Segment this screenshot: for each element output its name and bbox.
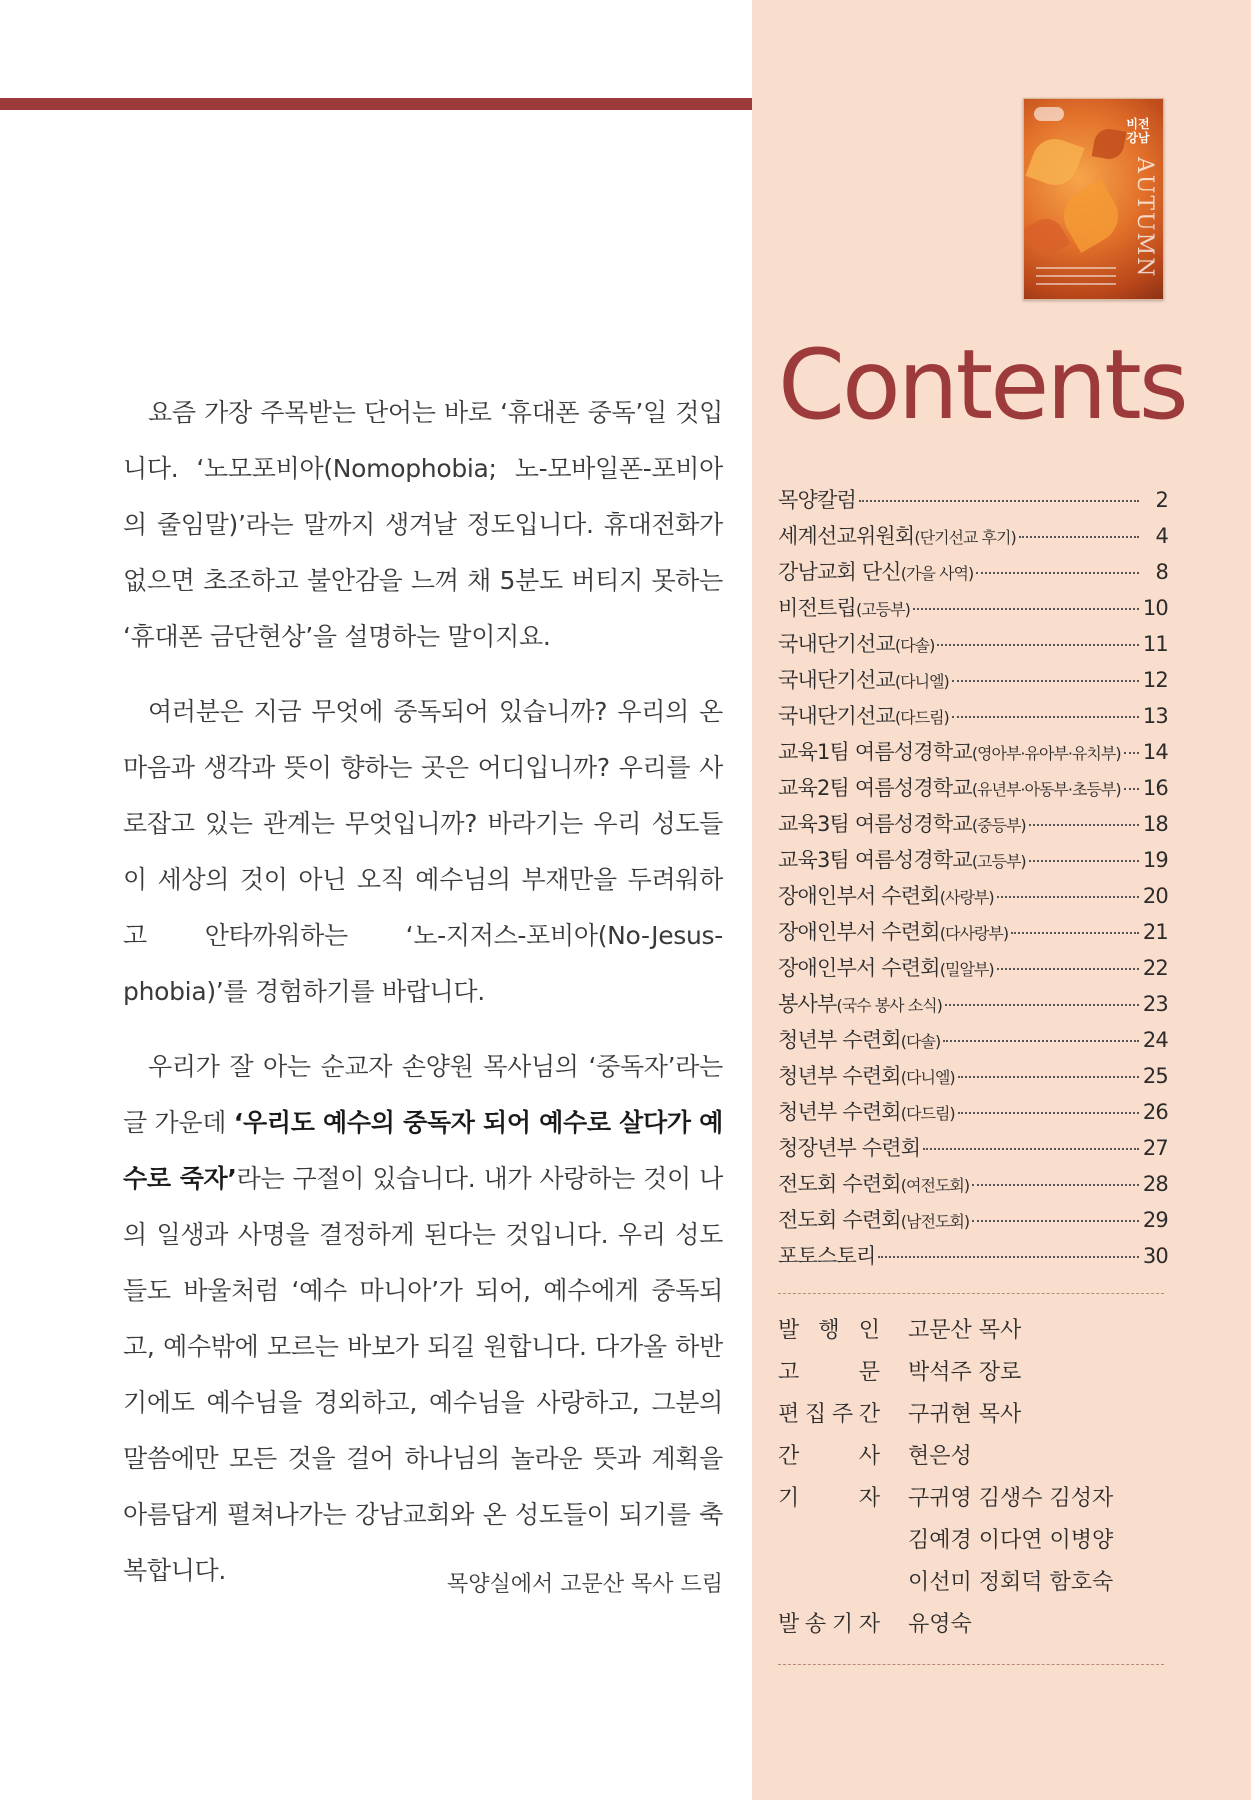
credit-names: 유영숙 xyxy=(908,1612,972,1637)
credit-row xyxy=(778,1355,1168,1397)
credit-names: 박석주 장로 xyxy=(908,1360,1022,1385)
toc-subtitle: (다니엘) xyxy=(894,672,949,691)
toc-item[interactable] xyxy=(778,556,1168,592)
credit-names: 고문산 목사 xyxy=(908,1318,1022,1343)
credit-row xyxy=(778,1313,1168,1355)
toc-title: 봉사부 xyxy=(778,992,837,1016)
toc-item[interactable] xyxy=(778,916,1168,952)
toc-label xyxy=(778,628,934,658)
toc-page-number: 25 xyxy=(1142,1064,1168,1088)
credit-role-char: 발 xyxy=(778,1612,800,1637)
toc-leader-dots xyxy=(945,1004,1139,1006)
toc-label xyxy=(778,1132,920,1162)
toc-subtitle: (남전도회) xyxy=(900,1212,970,1231)
credit-role-char: 사 xyxy=(858,1444,880,1469)
toc-page-number: 20 xyxy=(1142,884,1168,908)
toc-title: 교육3팀 여름성경학교 xyxy=(778,848,972,872)
credit-role-char: 문 xyxy=(858,1360,880,1385)
credit-role xyxy=(778,1523,880,1565)
toc-item[interactable] xyxy=(778,844,1168,880)
maple-leaf-icon xyxy=(1026,133,1085,192)
toc-title: 세계선교위원회 xyxy=(778,524,915,548)
toc-page-number: 4 xyxy=(1155,524,1168,548)
toc-label xyxy=(778,880,994,910)
toc-label xyxy=(778,1240,875,1270)
toc-page-number: 29 xyxy=(1142,1208,1168,1232)
toc-leader-dots xyxy=(1019,536,1139,538)
paragraph: 여러분은 지금 무엇에 중독되어 있습니까? 우리의 온 마음과 생각과 뜻이 향하는 곳은 어디입니까? 우리를 사로잡고 있는 관계는 무엇입니까? 바라기는 우리 성도들이 세상의 것이 아닌 오직 예수님의 부재만을 두려워하고 안타까워하는 ‘노-지저스-포비아(No-Jesus-phobia)’를 경험하기를 바랍니다. xyxy=(123,697,723,1006)
signature: 목양실에서 고문산 목사 드림 xyxy=(446,1572,723,1597)
divider xyxy=(778,1293,1164,1294)
cover-title-line1: 비전 xyxy=(1126,117,1150,131)
toc-item[interactable] xyxy=(778,808,1168,844)
toc-page-number: 18 xyxy=(1142,812,1168,836)
toc-item[interactable] xyxy=(778,700,1168,736)
toc-page-number: 30 xyxy=(1142,1244,1168,1268)
toc-subtitle: (사랑부) xyxy=(939,888,994,907)
toc-subtitle: (다드림) xyxy=(894,708,949,727)
credit-role-char: 자 xyxy=(858,1612,880,1637)
credit-role-char: 간 xyxy=(778,1444,800,1469)
cover-season: AUTUMN xyxy=(1132,157,1157,279)
toc-page-number: 11 xyxy=(1142,632,1168,656)
toc-leader-dots xyxy=(1029,860,1139,862)
toc-title: 전도회 수련회 xyxy=(778,1208,901,1232)
toc-label xyxy=(778,700,949,730)
toc-leader-dots xyxy=(972,1220,1139,1222)
credit-role-char: 기 xyxy=(778,1486,800,1511)
cover-title-line2: 강남 xyxy=(1126,131,1150,145)
toc-page-number: 28 xyxy=(1142,1172,1168,1196)
cover-title xyxy=(1121,117,1155,145)
magazine-cover-image xyxy=(1023,98,1164,300)
credit-role-char: 송 xyxy=(804,1612,827,1637)
toc-leader-dots xyxy=(997,968,1139,970)
toc-leader-dots xyxy=(913,608,1139,610)
toc-title: 장애인부서 수련회 xyxy=(778,956,940,980)
toc-item[interactable] xyxy=(778,484,1168,520)
cover-logo-icon xyxy=(1034,107,1064,121)
toc-title: 목양칼럼 xyxy=(778,488,856,512)
credit-role xyxy=(778,1355,880,1397)
credit-role xyxy=(778,1397,880,1439)
toc-page-number: 14 xyxy=(1142,740,1168,764)
toc-label xyxy=(778,484,856,514)
toc-subtitle: (다솔) xyxy=(894,636,935,655)
credit-role xyxy=(778,1439,880,1481)
credit-role-char: 행 xyxy=(818,1318,840,1343)
toc-subtitle: (유년부·아동부·초등부) xyxy=(971,780,1121,799)
toc-page-number: 10 xyxy=(1142,596,1168,620)
credit-names: 구귀현 목사 xyxy=(908,1402,1022,1427)
toc-page-number: 27 xyxy=(1142,1136,1168,1160)
toc-subtitle: (가을 사역) xyxy=(900,564,974,583)
paragraph-text: 라는 구절이 있습니다. 내가 사랑하는 것이 나의 일생과 사명을 결정하게 된다는 것입니다. 우리 성도들도 바울처럼 ‘예수 마니아’가 되어, 예수에게 중독되고, 예수밖에 모르는 바보가 되길 원합니다. 다가올 하반기에도 예수님을 경외하고, 예수님을 사랑하고, 그분의 말씀에만 모든 것을 걸어 하나님의 놀라운 뜻과 계획을 아름답게 펼쳐나가는 강남교회와 온 성도들이 되기를 축복합니다. xyxy=(123,1164,723,1585)
toc-title: 국내단기선교 xyxy=(778,632,895,656)
toc-label xyxy=(778,1096,955,1126)
credit-row xyxy=(778,1565,1168,1607)
toc-title: 청년부 수련회 xyxy=(778,1028,901,1052)
credit-names: 구귀영 김생수 김성자 xyxy=(908,1486,1114,1511)
toc-subtitle: (단기선교 후기) xyxy=(914,528,1016,547)
cover-text-lines xyxy=(1036,261,1116,285)
toc-leader-dots xyxy=(923,1148,1139,1150)
credit-role xyxy=(778,1607,880,1649)
toc-leader-dots xyxy=(859,500,1139,502)
credit-role-char: 집 xyxy=(804,1402,827,1427)
credit-role-char: 간 xyxy=(858,1402,880,1427)
table-of-contents xyxy=(778,484,1168,1276)
toc-item[interactable] xyxy=(778,880,1168,916)
toc-title: 교육1팀 여름성경학교 xyxy=(778,740,972,764)
toc-title: 국내단기선교 xyxy=(778,704,895,728)
toc-label xyxy=(778,736,1121,766)
credit-row xyxy=(778,1607,1168,1649)
credit-role-char: 주 xyxy=(831,1402,854,1427)
toc-label xyxy=(778,520,1016,550)
toc-item[interactable] xyxy=(778,1096,1168,1132)
toc-label xyxy=(778,916,1008,946)
toc-page-number: 22 xyxy=(1142,956,1168,980)
credit-role-char: 발 xyxy=(778,1318,800,1343)
toc-item[interactable] xyxy=(778,592,1168,628)
toc-label xyxy=(778,988,942,1018)
credit-names: 이선미 정회덕 함호숙 xyxy=(908,1570,1114,1595)
toc-item[interactable] xyxy=(778,736,1168,772)
toc-subtitle: (다드림) xyxy=(900,1104,955,1123)
toc-subtitle: (고등부) xyxy=(855,600,910,619)
toc-title: 교육2팀 여름성경학교 xyxy=(778,776,972,800)
paragraph: 요즘 가장 주목받는 단어는 바로 ‘휴대폰 중독’일 것입니다. ‘노모포비아(Nomophobia; 노-모바일폰-포비아의 줄임말)’라는 말까지 생겨날 정도입니다. 휴대전화가 없으면 초조하고 불안감을 느껴 채 5분도 버티지 못하는 ‘휴대폰 금단현상’을 설명하는 말이지요. xyxy=(123,398,723,651)
toc-page-number: 21 xyxy=(1142,920,1168,944)
toc-page-number: 24 xyxy=(1142,1028,1168,1052)
toc-leader-dots xyxy=(1029,824,1139,826)
toc-leader-dots xyxy=(1124,752,1139,754)
credit-role xyxy=(778,1565,880,1607)
toc-subtitle: (영아부·유아부·유치부) xyxy=(971,744,1121,763)
toc-label xyxy=(778,592,910,622)
credit-role-char: 편 xyxy=(778,1402,800,1427)
toc-label xyxy=(778,952,994,982)
toc-leader-dots xyxy=(952,716,1139,718)
toc-title: 청년부 수련회 xyxy=(778,1064,901,1088)
toc-leader-dots xyxy=(958,1112,1139,1114)
toc-subtitle: (다니엘) xyxy=(900,1068,955,1087)
paragraph xyxy=(123,1039,723,1599)
toc-label xyxy=(778,1024,940,1054)
toc-label xyxy=(778,844,1026,874)
toc-item[interactable] xyxy=(778,1132,1168,1168)
toc-title: 강남교회 단신 xyxy=(778,560,901,584)
toc-page-number: 2 xyxy=(1155,488,1168,512)
toc-label xyxy=(778,808,1026,838)
credit-row xyxy=(778,1439,1168,1481)
toc-subtitle: (국수 봉사 소식) xyxy=(836,996,942,1015)
toc-page-number: 8 xyxy=(1155,560,1168,584)
highlighted-quote: ‘우리도 예수의 중독자 되어 예수로 살다가 예수로 죽자’ xyxy=(123,1108,723,1193)
toc-leader-dots xyxy=(943,1040,1139,1042)
toc-leader-dots xyxy=(937,644,1139,646)
toc-leader-dots xyxy=(976,572,1139,574)
toc-subtitle: (다솔) xyxy=(900,1032,941,1051)
top-accent-bar xyxy=(0,98,752,110)
toc-leader-dots xyxy=(1124,788,1139,790)
toc-title: 국내단기선교 xyxy=(778,668,895,692)
pastor-column xyxy=(123,385,723,1618)
credit-role-char: 고 xyxy=(778,1360,800,1385)
toc-item[interactable] xyxy=(778,1060,1168,1096)
toc-page-number: 13 xyxy=(1142,704,1168,728)
toc-item[interactable] xyxy=(778,772,1168,808)
credit-names: 현은성 xyxy=(908,1444,972,1469)
toc-leader-dots xyxy=(958,1076,1139,1078)
toc-leader-dots xyxy=(997,896,1139,898)
credit-role-char: 자 xyxy=(858,1486,880,1511)
toc-label xyxy=(778,1204,969,1234)
toc-item[interactable] xyxy=(778,520,1168,556)
toc-page-number: 12 xyxy=(1142,668,1168,692)
credit-row xyxy=(778,1481,1168,1523)
toc-leader-dots xyxy=(952,680,1139,682)
toc-subtitle: (고등부) xyxy=(971,852,1026,871)
credit-role xyxy=(778,1481,880,1523)
toc-label xyxy=(778,664,949,694)
toc-label xyxy=(778,1060,955,1090)
credit-role xyxy=(778,1313,880,1355)
contents-heading: Contents xyxy=(778,329,1186,441)
toc-subtitle: (여전도회) xyxy=(900,1176,970,1195)
toc-title: 전도회 수련회 xyxy=(778,1172,901,1196)
toc-label xyxy=(778,1168,969,1198)
toc-subtitle: (다사랑부) xyxy=(939,924,1009,943)
toc-item[interactable] xyxy=(778,1168,1168,1204)
paragraph-text: 우리가 잘 아는 순교자 손양원 목사님의 ‘중독자’라는 글 가운데 xyxy=(123,1052,723,1137)
credit-row xyxy=(778,1397,1168,1439)
toc-title: 장애인부서 수련회 xyxy=(778,920,940,944)
toc-subtitle: (밀알부) xyxy=(939,960,994,979)
credit-role-char: 기 xyxy=(831,1612,854,1637)
toc-label xyxy=(778,772,1121,802)
toc-page-number: 16 xyxy=(1142,776,1168,800)
toc-title: 청년부 수련회 xyxy=(778,1100,901,1124)
toc-title: 청장년부 수련회 xyxy=(778,1136,921,1160)
credit-names: 김예경 이다연 이병양 xyxy=(908,1528,1114,1553)
toc-item[interactable] xyxy=(778,952,1168,988)
toc-leader-dots xyxy=(1011,932,1139,934)
toc-item[interactable] xyxy=(778,664,1168,700)
toc-title: 교육3팀 여름성경학교 xyxy=(778,812,972,836)
toc-page-number: 26 xyxy=(1142,1100,1168,1124)
toc-item[interactable] xyxy=(778,1240,1168,1276)
toc-title: 장애인부서 수련회 xyxy=(778,884,940,908)
credits xyxy=(778,1313,1168,1649)
toc-page-number: 19 xyxy=(1142,848,1168,872)
toc-item[interactable] xyxy=(778,1204,1168,1240)
credit-row xyxy=(778,1523,1168,1565)
credit-role-char: 인 xyxy=(858,1318,880,1343)
toc-title: 포토스토리 xyxy=(778,1244,876,1268)
toc-item[interactable] xyxy=(778,988,1168,1024)
toc-item[interactable] xyxy=(778,628,1168,664)
toc-title: 비전트립 xyxy=(778,596,856,620)
divider xyxy=(778,1664,1164,1665)
toc-subtitle: (중등부) xyxy=(971,816,1026,835)
toc-leader-dots xyxy=(878,1256,1139,1258)
toc-item[interactable] xyxy=(778,1024,1168,1060)
toc-page-number: 23 xyxy=(1142,992,1168,1016)
toc-leader-dots xyxy=(972,1184,1139,1186)
toc-label xyxy=(778,556,973,586)
